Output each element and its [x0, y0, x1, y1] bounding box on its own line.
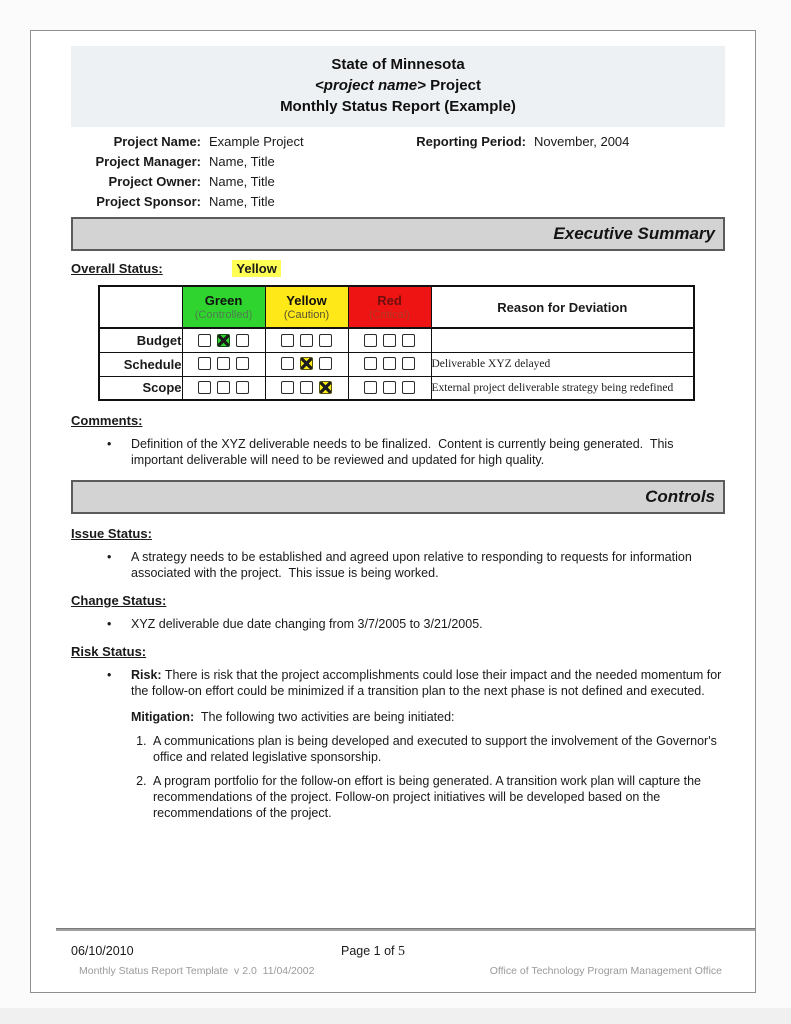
- checkbox-empty[interactable]: [319, 357, 332, 370]
- red-header-cell: [348, 286, 431, 328]
- scope-reason: External project deliverable strategy being redefined: [431, 376, 694, 400]
- overall-status: [71, 261, 725, 276]
- checkbox-empty[interactable]: [217, 357, 230, 370]
- project-owner-value: Name, Title: [209, 174, 275, 189]
- scope-row-label: Scope: [99, 376, 182, 400]
- checkbox-empty[interactable]: [383, 334, 396, 347]
- budget-green-checks: [182, 328, 265, 352]
- project-info-row: [71, 172, 725, 192]
- checkbox-empty[interactable]: [198, 381, 211, 394]
- checkbox-empty[interactable]: [236, 334, 249, 347]
- change-status-heading: Change Status:: [71, 593, 167, 608]
- yellow-header-cell: [265, 286, 348, 328]
- checkbox-empty[interactable]: [383, 381, 396, 394]
- schedule-yellow-checks: [265, 352, 348, 376]
- project-manager-value: Name, Title: [209, 154, 275, 169]
- issue-status-heading: Issue Status:: [71, 526, 152, 541]
- green-header-title: Green: [204, 292, 243, 308]
- checkbox-empty[interactable]: [402, 334, 415, 347]
- project-info-row: [71, 152, 725, 172]
- checkbox-empty[interactable]: [236, 381, 249, 394]
- change-status-bullet-item: • XYZ deliverable due date changing from 3/7/2005 to 3/21/2005.: [71, 616, 725, 632]
- footer-page-total: 5: [398, 944, 405, 959]
- scope-yellow-checks: [265, 376, 348, 400]
- status-table-header-row: [99, 286, 694, 328]
- mitigation-list: [71, 733, 725, 821]
- footer-office: Office of Technology Program Management Office: [489, 965, 722, 977]
- risk-text: There is risk that the project accomplishments could lose their impact and the needed momentum for the follow-on effort could be minimized if a transition plan to the next phase is not defined and executed.: [131, 668, 725, 698]
- red-header-title: Red: [377, 292, 402, 308]
- budget-yellow-checks: [265, 328, 348, 352]
- risk-status-heading: Risk Status:: [71, 644, 147, 659]
- title-line-1: State of Minnesota: [331, 56, 465, 73]
- project-name-placeholder: <project name>: [315, 77, 426, 94]
- footer-divider: [56, 928, 755, 931]
- project-sponsor-value: Name, Title: [209, 194, 275, 209]
- project-name-value: Example Project: [209, 134, 304, 149]
- executive-summary-banner: Executive Summary: [71, 217, 725, 251]
- mitigation-item-1: 1. A communications plan is being developed and executed to support the involvement of the Governor's office and related legislative sponsorship.: [150, 733, 725, 765]
- report-page: [30, 30, 756, 993]
- table-row-budget: [99, 328, 694, 352]
- checkbox-empty[interactable]: [198, 334, 211, 347]
- controls-banner: Controls: [71, 480, 725, 514]
- checkbox-empty[interactable]: [217, 381, 230, 394]
- schedule-row-label: Schedule: [99, 352, 182, 376]
- schedule-reason: Deliverable XYZ delayed: [431, 352, 694, 376]
- status-table-corner-cell: [99, 286, 182, 328]
- title-line-2-rest: Project: [425, 77, 481, 94]
- yellow-header-title: Yellow: [286, 292, 327, 308]
- footer-page-label: Page 1 of: [341, 944, 398, 958]
- checkbox-empty[interactable]: [281, 381, 294, 394]
- report-title-block: [71, 46, 725, 127]
- footer-line-1: [71, 944, 725, 960]
- checkbox-empty[interactable]: [300, 334, 313, 347]
- yellow-header-sub: (Caution): [283, 308, 330, 321]
- checkbox-empty[interactable]: [383, 357, 396, 370]
- project-sponsor-label: Project Sponsor:: [96, 194, 201, 209]
- issue-status-bullet-item: • A strategy needs to be established and agreed upon relative to responding to requests for information associated with the project. This issue is being worked.: [71, 549, 725, 581]
- footer-template-info: Monthly Status Report Template v 2.0 11/04/2002: [79, 965, 315, 977]
- scope-green-checks: [182, 376, 265, 400]
- overall-status-value: Yellow: [232, 260, 280, 277]
- checkbox-empty[interactable]: [319, 334, 332, 347]
- page-footer: [31, 928, 755, 977]
- checkbox-empty[interactable]: [364, 357, 377, 370]
- project-owner-label: Project Owner:: [108, 174, 201, 189]
- schedule-red-checks: [348, 352, 431, 376]
- footer-line-2: [79, 965, 722, 977]
- checkbox-checked[interactable]: [300, 357, 313, 370]
- mitigation-label: Mitigation:: [131, 710, 195, 724]
- budget-row-label: Budget: [99, 328, 182, 352]
- comments-bullet-item: • Definition of the XYZ deliverable needs to be finalized. Content is currently being generated. This important deliverable will need to be reviewed and updated for high quality.: [71, 436, 725, 468]
- checkbox-empty[interactable]: [364, 381, 377, 394]
- project-info-row: [71, 192, 725, 212]
- project-manager-label: Project Manager:: [95, 154, 201, 169]
- checkbox-empty[interactable]: [364, 334, 377, 347]
- checkbox-empty[interactable]: [300, 381, 313, 394]
- green-header-sub: (Controlled): [194, 308, 253, 321]
- mitigation-text: The following two activities are being initiated:: [194, 710, 455, 724]
- checkbox-empty[interactable]: [236, 357, 249, 370]
- checkbox-empty[interactable]: [281, 334, 294, 347]
- overall-status-label: Overall Status:: [71, 261, 163, 276]
- status-table: [98, 285, 695, 401]
- budget-reason: [431, 328, 694, 352]
- checkbox-empty[interactable]: [402, 357, 415, 370]
- checkbox-empty[interactable]: [402, 381, 415, 394]
- bottom-strip: [0, 1008, 791, 1024]
- project-info: [71, 132, 725, 212]
- checkbox-empty[interactable]: [198, 357, 211, 370]
- reporting-period-value: November, 2004: [534, 134, 630, 149]
- checkbox-checked[interactable]: [319, 381, 332, 394]
- checkbox-empty[interactable]: [281, 357, 294, 370]
- mitigation-item-2: 2. A program portfolio for the follow-on effort is being generated. A transition work plan will capture the recommendations of the project. Follow-on project initiatives will be developed based on the recommendations of the project.: [150, 773, 725, 821]
- reporting-period-label: Reporting Period:: [416, 134, 526, 149]
- scope-red-checks: [348, 376, 431, 400]
- risk-bullet-item: [71, 667, 725, 699]
- risk-label: Risk:: [131, 668, 162, 682]
- mitigation-line: [131, 709, 725, 725]
- title-line-3: Monthly Status Report (Example): [280, 98, 516, 115]
- comments-heading: Comments:: [71, 413, 143, 428]
- project-name-label: Project Name:: [113, 134, 201, 149]
- table-row-schedule: [99, 352, 694, 376]
- budget-red-checks: [348, 328, 431, 352]
- red-header-sub: (Critical): [369, 308, 410, 321]
- footer-page-number: [341, 944, 405, 960]
- footer-date: 06/10/2010: [71, 944, 134, 958]
- table-row-scope: [99, 376, 694, 400]
- title-line-2: [71, 75, 725, 96]
- green-header-cell: [182, 286, 265, 328]
- schedule-green-checks: [182, 352, 265, 376]
- project-info-row: [71, 132, 725, 152]
- reason-header-cell: Reason for Deviation: [431, 286, 694, 328]
- checkbox-checked[interactable]: [217, 334, 230, 347]
